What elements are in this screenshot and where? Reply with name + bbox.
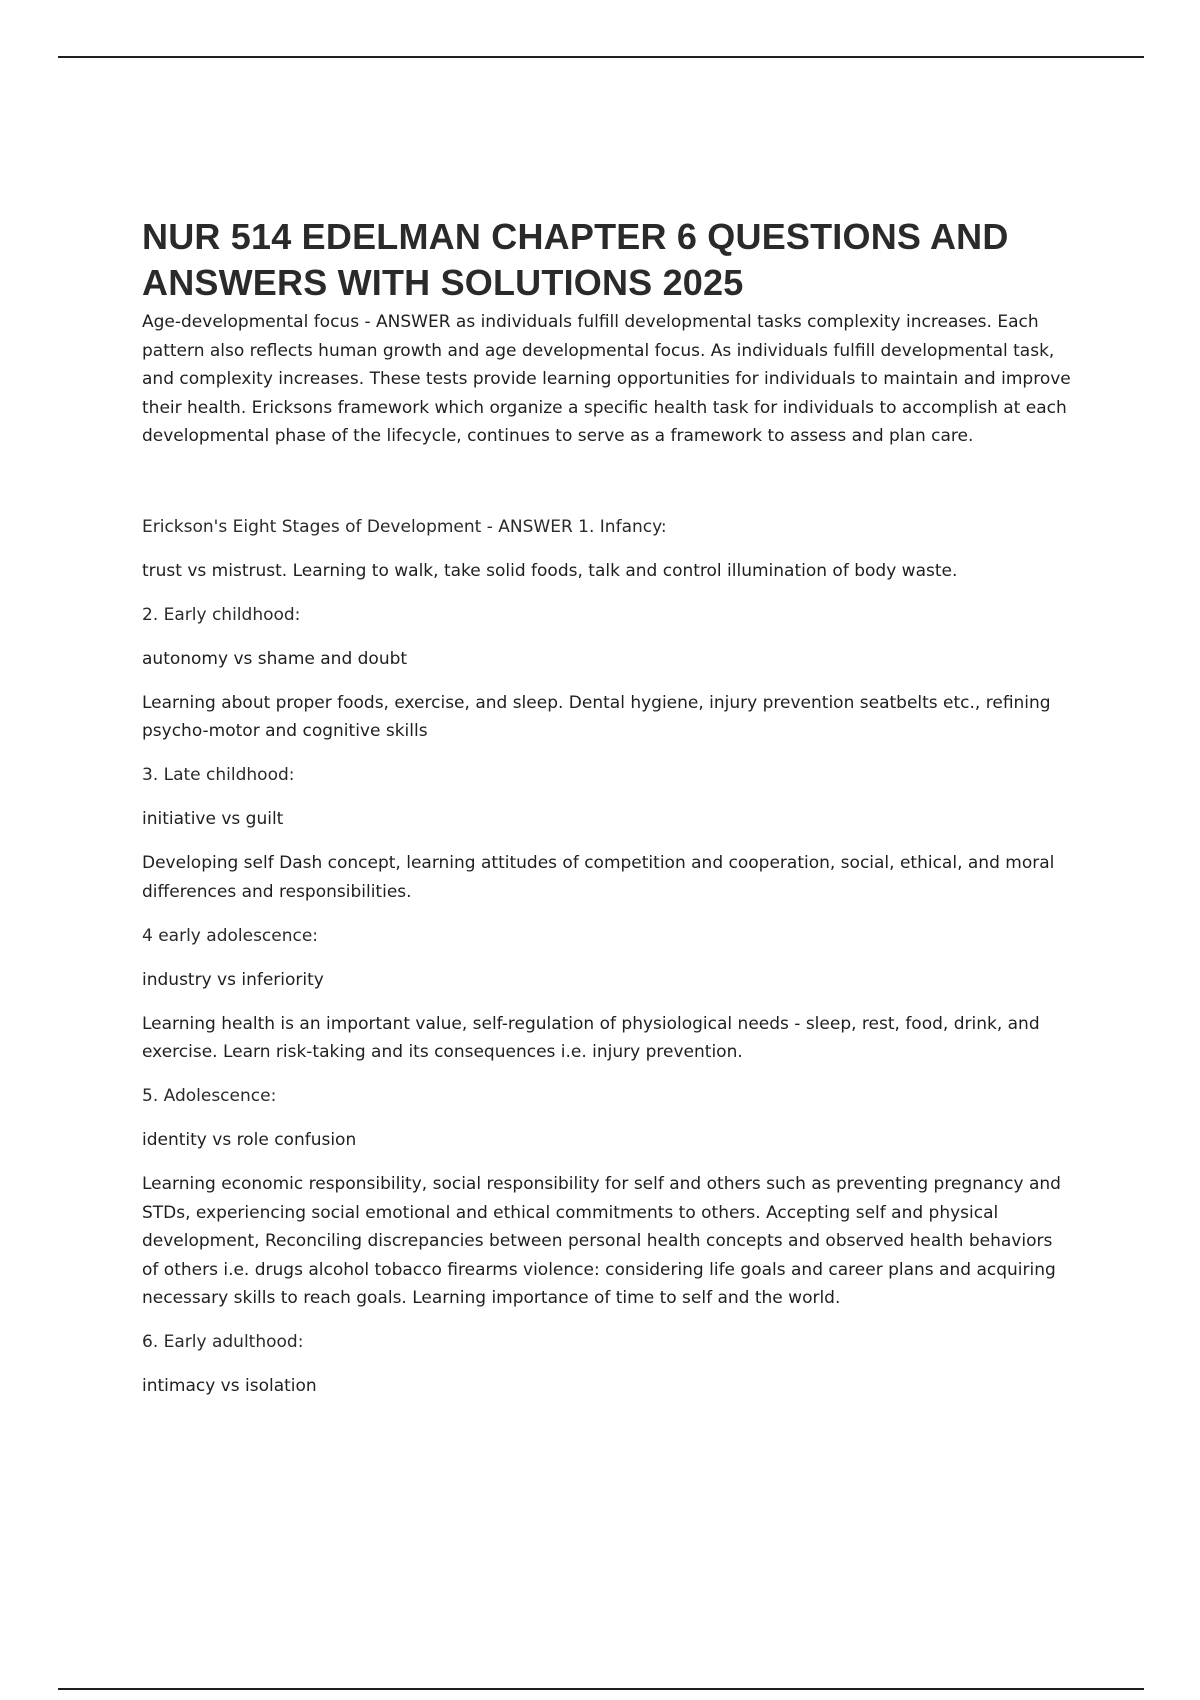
intro-paragraph: Age-developmental focus - ANSWER as individuals fulfill developmental tasks complexity increases. Each pattern also reflects human growth and age developmental focus. As individuals fulfill developmental task, and complexity increases. These tests provide learning opportunities for individuals to maintain and improve their health. Ericksons framework which organize a specific health task for individuals to accomplish at each developmental phase of the lifecycle, continues to serve as a framework to assess and plan care. [142, 312, 1071, 446]
bottom-rule [58, 1688, 1144, 1690]
stage-4-heading: 4 early adolescence: [142, 925, 319, 946]
stage-5-heading: 5. Adolescence: [142, 1086, 277, 1106]
stage-4-conflict: industry vs inferiority [142, 969, 324, 990]
infancy-description: trust vs mistrust. Learning to walk, take solid foods, talk and control illumination of body waste. [142, 560, 958, 581]
stage-5-conflict: identity vs role confusion [142, 1130, 357, 1150]
stage-3-heading: 3. Late childhood: [142, 765, 295, 785]
document-body [142, 214, 1072, 1416]
top-rule [58, 56, 1144, 58]
stage-6-heading: 6. Early adulthood: [142, 1332, 304, 1352]
stage-2-heading: 2. Early childhood: [142, 604, 301, 625]
stage-4-description: Learning health is an important value, self-regulation of physiological needs - sleep, rest, food, drink, and exercise. Learn risk-taking and its consequences i.e. injury prevention. [142, 1013, 1040, 1062]
document-title: NUR 514 EDELMAN CHAPTER 6 QUESTIONS AND ANSWERS WITH SOLUTIONS 2025 [142, 216, 1009, 303]
stage-3-conflict: initiative vs guilt [142, 809, 284, 829]
stage-6-conflict: intimacy vs isolation [142, 1376, 317, 1396]
stage-2-conflict: autonomy vs shame and doubt [142, 648, 408, 669]
stage-2-description: Learning about proper foods, exercise, and sleep. Dental hygiene, injury prevention seatbelts etc., refining psycho-motor and cognitive skills [142, 692, 1051, 741]
stage-3-description: Developing self Dash concept, learning attitudes of competition and cooperation, social, ethical, and moral differences and responsibilities. [142, 853, 1055, 902]
stages-heading: Erickson's Eight Stages of Development - ANSWER 1. Infancy: [142, 516, 667, 537]
stage-5-description: Learning economic responsibility, social responsibility for self and others such as preventing pregnancy and STDs, experiencing social emotional and ethical commitments to others. Accepting self and physical development, Reconciling discrepancies between personal health concepts and observed health behaviors of others i.e. drugs alcohol tobacco firearms violence: considering life goals and career plans and acquiring necessary skills to reach goals. Learning importance of time to self and the world. [142, 1174, 1061, 1308]
